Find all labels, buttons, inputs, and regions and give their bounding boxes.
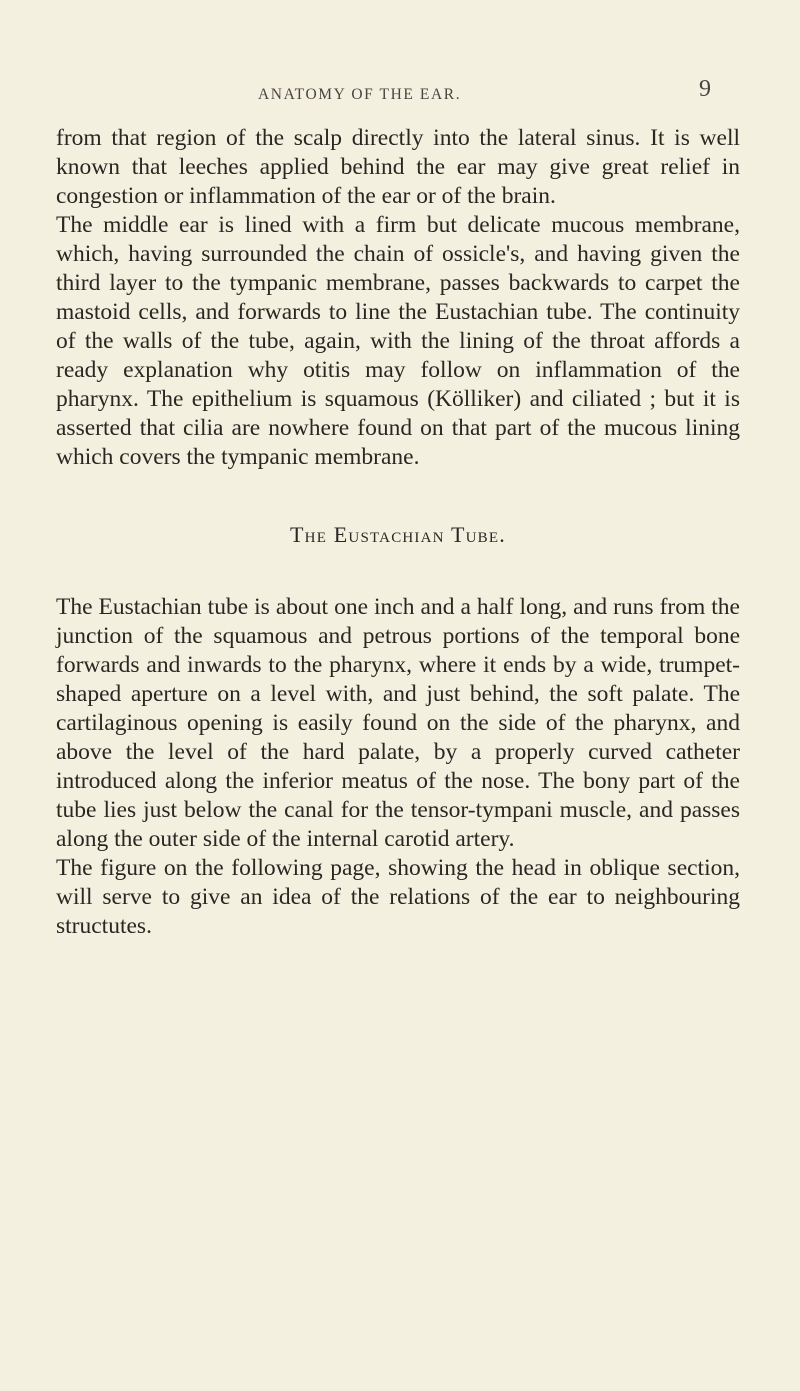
running-title: ANATOMY OF THE EAR. bbox=[258, 86, 462, 103]
paragraph-middle-ear: The middle ear is lined with a firm but delicate mucous membrane, which, having surrounded the chain of ossicle's, and having given the third layer to the tympanic membrane, passes backwards to carpet the mastoid cells, and forwards to line the Eustachian tube. The continuity of the walls of the tube, again, with the lining of the throat affords a ready explanation why otitis may follow on inflammation of the pharynx. The epithelium is squamous (Kölliker) and ciliated ; but it is asserted that cilia are nowhere found on that part of the mucous lining which covers the tympanic membrane. bbox=[56, 212, 740, 470]
paragraph-figure-reference: The figure on the following page, showing the head in oblique section, will serve to give an idea of the relations of the ear to neighbouring structutes. bbox=[56, 855, 740, 939]
page-header bbox=[0, 76, 800, 110]
page-number: 9 bbox=[699, 76, 711, 102]
section-heading: The Eustachian Tube. bbox=[290, 522, 506, 547]
paragraph-eustachian-tube: The Eustachian tube is about one inch and a half long, and runs from the junction of the squamous and petrous portions of the temporal bone forwards and inwards to the pharynx, where it ends by a wide, trumpet-shaped aperture on a level with, and just behind, the soft palate. The cartilaginous opening is easily found on the side of the pharynx, and above the level of the hard palate, by a properly curved catheter introduced along the inferior meatus of the nose. The bony part of the tube lies just below the canal for the tensor-tympani muscle, and passes along the outer side of the internal carotid artery. bbox=[56, 594, 740, 852]
paragraph-continuation: from that region of the scalp directly into the lateral sinus. It is well known that leeches applied behind the ear may give great relief in congestion or inflammation of the ear or of the brain. bbox=[56, 125, 740, 209]
body-text bbox=[56, 124, 740, 941]
